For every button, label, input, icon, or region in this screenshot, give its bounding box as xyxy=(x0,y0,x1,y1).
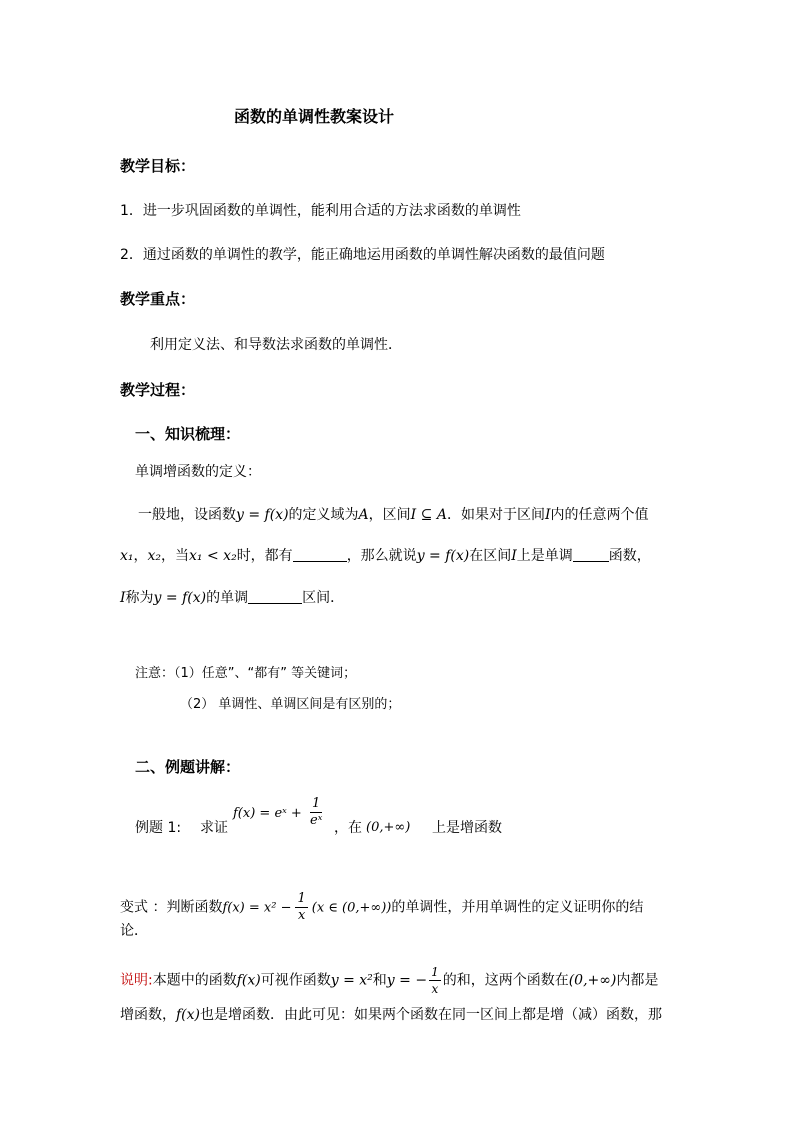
definition-line-3: I称为y = f(x)的单调 区间． xyxy=(120,590,345,606)
math-x1: x₁ xyxy=(120,548,134,564)
blank-3 xyxy=(248,589,302,604)
example-1-end: 上是增函数 xyxy=(432,820,502,836)
explanation-fraction: $\frac{1}{x}$ xyxy=(431,965,439,996)
variant-line-1: 变式 ：判断函数f(x) = x² − $\frac{1}{x}$ (x ∈ (0,+∞))的单调性，并用单调性的定义证明你的结 xyxy=(120,891,644,923)
goals-heading: 教学目标： xyxy=(120,157,196,175)
section-knowledge-heading: 一、知识梳理： xyxy=(135,425,241,443)
math-domain: (x ∈ (0,+∞)) xyxy=(311,900,392,916)
definition-line-1: 一般地，设函数y = f(x)的定义域为A，区间I ⊆ A．如果对于区间I内的任意两个值 xyxy=(138,507,649,523)
explanation-label: 说明: xyxy=(120,972,153,989)
math-y-neg: y = − xyxy=(386,972,428,989)
math-fx-x2: f(x) = x² − xyxy=(222,900,292,916)
example-1-mid: ，在 xyxy=(334,820,362,836)
goal-item-2: 2．通过函数的单调性的教学，能正确地运用函数的单调性解决函数的最值问题 xyxy=(120,247,605,263)
math-I: I xyxy=(544,507,551,523)
variant-fraction: $\frac{1}{x}$ xyxy=(297,891,306,923)
math-fx-3: f(x) xyxy=(176,1007,201,1023)
math-y-eq-fx: y = f(x) xyxy=(236,507,289,523)
explanation-line-1: 说明:本题中的函数f(x)可视作函数y = x²和y = − $\frac{1}{x}$ 的和，这两个函数在(0,+∞)内都是 xyxy=(120,965,659,996)
variant-line-2: 论． xyxy=(120,923,148,939)
explanation-line-2: 增函数，f(x)也是增函数．由此可见：如果两个函数在同一区间上都是增（减）函数，那 xyxy=(120,1007,663,1023)
example-1-fraction: $\frac{1}{\text{eˣ}}$ xyxy=(310,796,323,828)
focus-heading: 教学重点： xyxy=(120,290,196,308)
math-I-3: I xyxy=(120,590,126,606)
note-1: 注意：（1）任意”、“都有” 等关键词； xyxy=(135,666,357,681)
math-x1-lt-x2: x₁ < x₂ xyxy=(189,548,237,564)
example-1-function: f(x) = eˣ + xyxy=(233,806,302,821)
section-examples-heading: 二、例题讲解： xyxy=(135,758,241,776)
math-y-x2: y = x² xyxy=(330,972,373,989)
definition-line-2: x₁，x₂，当x₁ < x₂时，都有 ，那么就说y = f(x)在区间I上是单调 函数， xyxy=(120,548,651,564)
math-I-2: I xyxy=(511,548,517,564)
example-1-label: 例题 1: xyxy=(135,820,182,836)
math-A: A xyxy=(358,507,369,523)
math-y-eq-fx-2: y = f(x) xyxy=(416,548,470,564)
blank-1 xyxy=(293,547,347,562)
math-I-subset-A: I ⊆ A xyxy=(410,507,447,523)
example-1-prove: 求证 xyxy=(200,820,228,836)
math-fx-2: f(x) xyxy=(236,972,261,989)
example-1-interval: (0,+∞) xyxy=(366,820,411,835)
definition-title: 单调增函数的定义： xyxy=(135,464,261,480)
note-2: （2） 单调性、单调区间是有区别的； xyxy=(180,697,401,712)
focus-text: 利用定义法、和导数法求函数的单调性． xyxy=(150,337,402,353)
page-title: 函数的单调性教案设计 xyxy=(234,107,395,126)
math-y-eq-fx-3: y = f(x) xyxy=(153,590,207,606)
blank-2 xyxy=(573,547,609,562)
goal-item-1: 1．进一步巩固函数的单调性，能利用合适的方法求函数的单调性 xyxy=(120,203,521,219)
math-x2: x₂ xyxy=(147,548,162,564)
process-heading: 教学过程： xyxy=(120,381,196,399)
math-interval: (0,+∞) xyxy=(568,972,617,989)
